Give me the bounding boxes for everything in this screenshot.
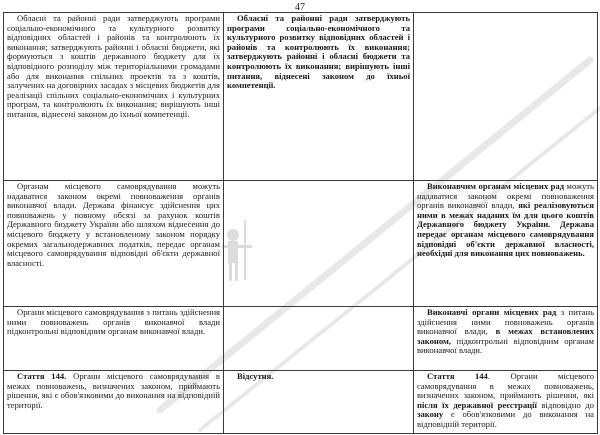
comparison-table xyxy=(3,12,598,434)
text-run-bold: в межах встановлених законом, xyxy=(417,326,595,346)
text-run: . Органи місцевого самоврядування в межах повноважень, визначених законом, приймають рішення, які xyxy=(417,371,594,401)
table-row xyxy=(4,181,598,307)
cell-alternative-text xyxy=(414,307,598,371)
table-row xyxy=(4,371,598,434)
text-run-bold: після їх державної реєстрації xyxy=(417,399,537,410)
cell-current-text xyxy=(4,371,224,434)
text-run: підконтрольні відповідним органам виконавчої влади. xyxy=(417,335,594,356)
page-number: 47 xyxy=(295,2,305,13)
cell-current-text: Обласні та районні ради затверджують програми соціально-економічного та культурного розвитку відповідних областей і районів та контролюють їх виконання; затверджують районні і обласні бюджети, які формуються з коштів державного бюджету для їх відповідного розподілу між територіальними громадами або для виконання спільних проектів та з коштів, залучених на договірних засадах з місцевих бюджетів для реалізації спільних соціально-економічних і культурних програм, та контролюють їх виконання; вирішують інші питання, віднесені законом до їхньої компетенції. xyxy=(4,13,224,181)
table-row xyxy=(4,307,598,371)
cell-proposed-text: Відсутня. xyxy=(224,371,414,434)
cell-proposed-text xyxy=(224,181,414,307)
cell-alternative-text xyxy=(414,13,598,181)
cell-alternative-text xyxy=(414,181,598,307)
table-row xyxy=(4,13,598,181)
text-run-bold: Стаття 144. xyxy=(17,371,67,381)
text-run: відповідно до xyxy=(536,399,594,410)
text-run: можуть надаватися законом окремі повноваження органів виконавчої влади, xyxy=(417,181,594,211)
cell-alternative-text xyxy=(414,371,598,434)
text-run: Органи місцевого самоврядування в межах повноважень, визначених законом, приймають рішення, які є обов'язковими до виконання на відповідній території. xyxy=(7,371,220,410)
text-run-bold: Стаття 144 xyxy=(427,371,488,381)
text-run-bold: які реалізовуються ними в межах наданих їм для цього коштів Державного бюджету України. Держава передає органам місцевого самоврядування відповідні об'єкти державної власності, необхідні для виконання цих повноважень. xyxy=(417,200,594,259)
text-run-bold: Виконавчі органи місцевих рад xyxy=(427,307,557,317)
text-run-bold: Виконавчим органам місцевих рад xyxy=(427,181,565,191)
cell-proposed-text: Обласні та районні ради затверджують програми соціально-економічного та культурного розвитку відповідних областей і районів та контролюють їх виконання; затверджують районні і обласні бюджети та контролюють їх виконання; вирішують інші питання, віднесені законом до їхньої компетенції. xyxy=(224,13,414,181)
cell-current-text: Органам місцевого самоврядування можуть надаватися законом окремі повноваження органів виконавчої влади. Держава фінансує здійснення цих повноважень у повному обсязі за рахунок коштів Державного бюджету України або шляхом віднесення до місцевого бюджету у встановленому законом порядку окремих загальнодержавних податків, передає органам місцевого самоврядування відповідні об'єкти державної власності. xyxy=(4,181,224,307)
text-run: є обов'язковими до виконання на відповідній території. xyxy=(417,409,594,429)
cell-proposed-text xyxy=(224,307,414,371)
text-run: з питань здійснення ними повноважень органів виконавчої влади, xyxy=(417,307,594,337)
text-run-bold: закону xyxy=(417,409,444,420)
cell-current-text: Органи місцевого самоврядування з питань здійснення ними повноважень органів виконавчої влади підконтрольні відповідним органам виконавчої влади. xyxy=(4,307,224,371)
